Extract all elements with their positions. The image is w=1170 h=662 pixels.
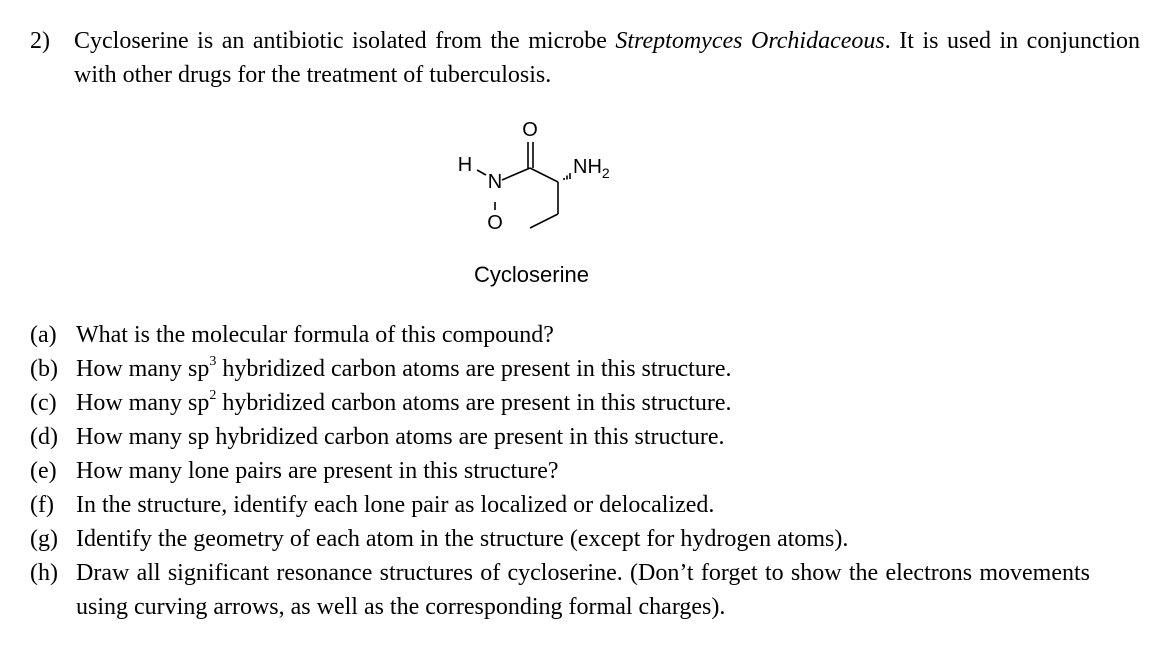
question-list	[30, 318, 1090, 624]
question-text-post: hybridized carbon atoms are present in this structure.	[216, 356, 732, 382]
amine-group	[573, 156, 610, 181]
superscript: 2	[209, 388, 217, 403]
question-text-pre: How many sp	[76, 356, 210, 382]
question-label: (c)	[30, 390, 57, 416]
question-text-pre: How many sp	[76, 390, 210, 416]
atom-h: H	[457, 154, 473, 176]
question-h	[30, 556, 1090, 624]
superscript: 3	[209, 354, 217, 369]
cycloserine-structure	[440, 116, 660, 240]
bond-carbonyl-to-n	[502, 168, 530, 180]
question-text: In the structure, identify each lone pair as localized or delocalized.	[76, 492, 715, 518]
atom-o-ring: O	[487, 212, 503, 234]
amine-subscript: 2	[601, 165, 610, 181]
question-text: What is the molecular formula of this compound?	[76, 322, 554, 348]
question-label: (g)	[30, 526, 58, 552]
question-a	[30, 318, 1090, 352]
amine-label: NH	[573, 156, 602, 178]
atom-o-carbonyl: O	[522, 119, 538, 141]
question-c	[30, 386, 1090, 420]
question-text-post: hybridized carbon atoms are present in this structure.	[216, 390, 732, 416]
atom-n: N	[487, 171, 503, 193]
question-text: How many sp hybridized carbon atoms are present in this structure.	[76, 424, 725, 450]
question-label: (d)	[30, 424, 58, 450]
problem-number: 2)	[30, 28, 50, 54]
question-label: (e)	[30, 458, 57, 484]
question-label: (h)	[30, 560, 58, 586]
question-b	[30, 352, 1090, 386]
bond-h-to-n	[477, 170, 486, 175]
bond-ch2-to-o	[530, 214, 558, 228]
question-label: (a)	[30, 322, 57, 348]
structure-caption: Cycloserine	[474, 262, 589, 287]
stem-text-before: Cycloserine is an antibiotic isolated from the microbe	[74, 28, 616, 54]
question-label: (b)	[30, 356, 58, 382]
question-e	[30, 454, 1090, 488]
question-text: Draw all significant resonance structures of cycloserine. (Don’t forget to show the electrons movements using curving arrows, as well as the corresponding formal charges).	[76, 560, 1090, 620]
question-label: (f)	[30, 492, 54, 518]
question-text	[76, 386, 1090, 420]
stem-text-after: . It is used in conjunction with other drugs for the treatment of tuberculosis.	[74, 28, 1140, 88]
question-g	[30, 522, 1090, 556]
bond-carbonyl-to-calpha	[530, 168, 558, 182]
organism-name: Streptomyces Orchidaceous	[615, 28, 885, 54]
question-f	[30, 488, 1090, 522]
question-text: How many lone pairs are present in this structure?	[76, 458, 559, 484]
problem-statement	[30, 24, 1140, 92]
question-text	[76, 352, 1090, 386]
question-d	[30, 420, 1090, 454]
question-text: Identify the geometry of each atom in the structure (except for hydrogen atoms).	[76, 526, 849, 552]
problem-stem	[74, 24, 1140, 92]
